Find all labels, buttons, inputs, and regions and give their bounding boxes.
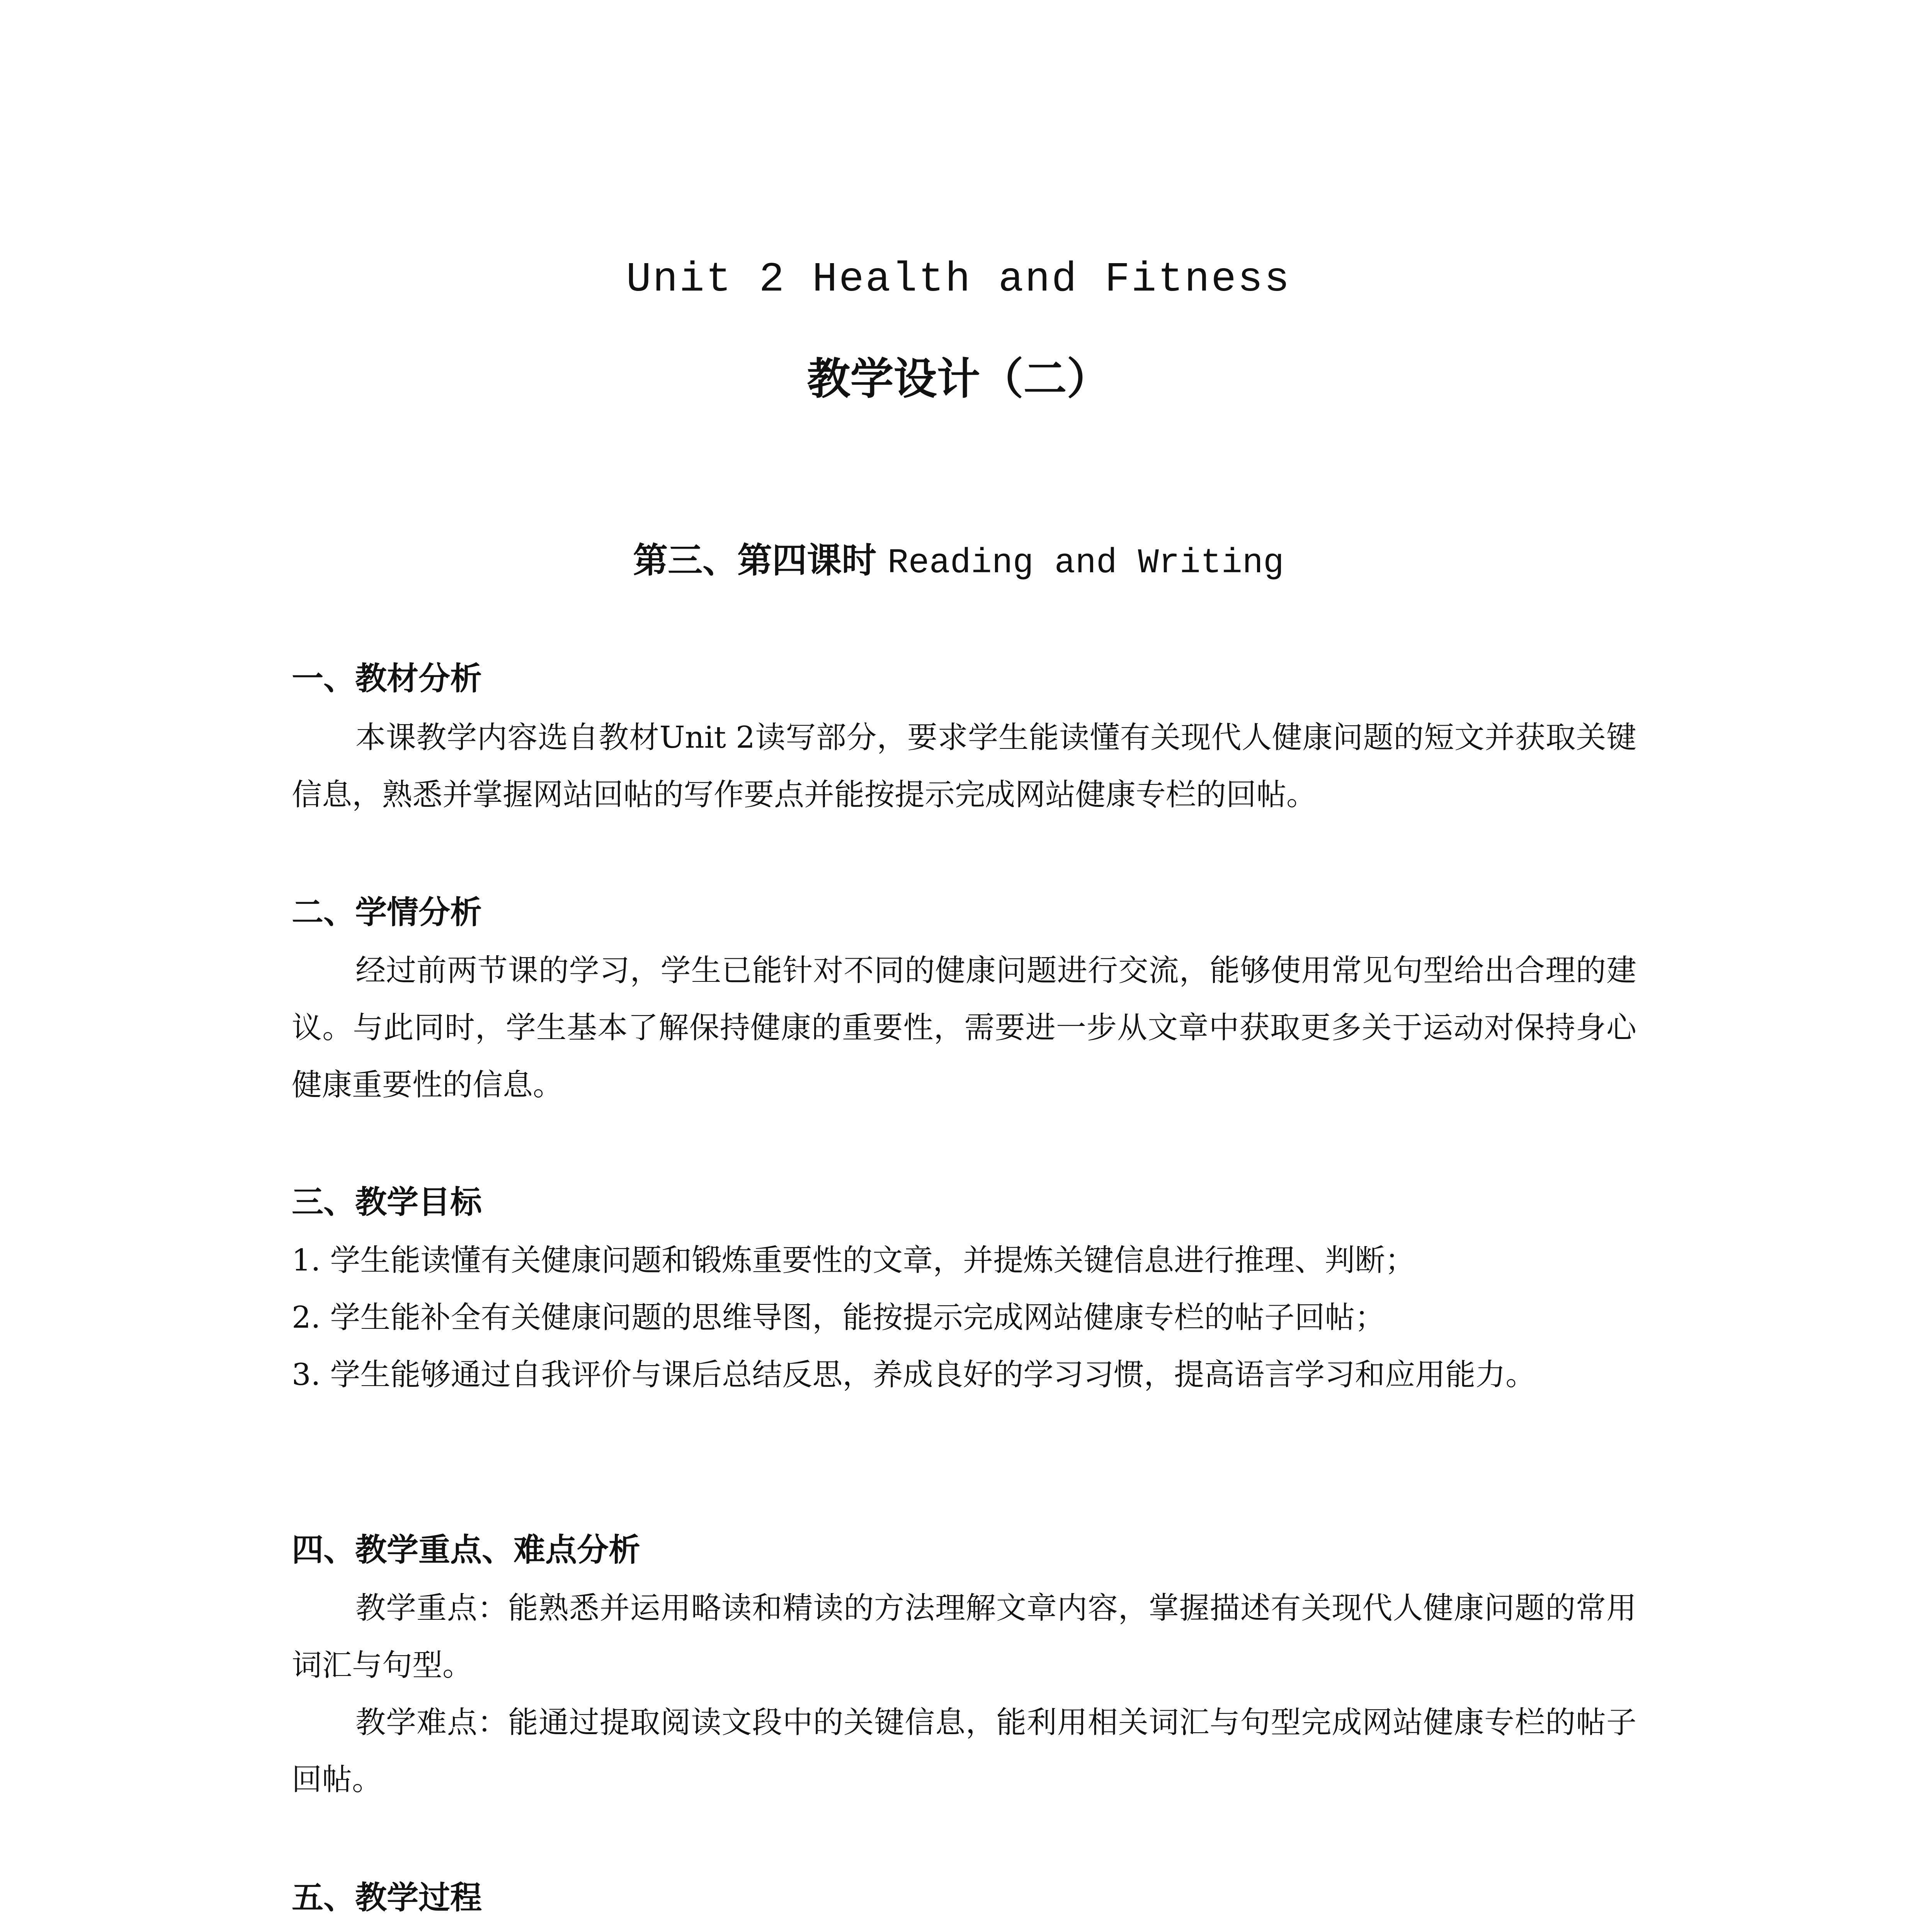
section-body-learners: 经过前两节课的学习，学生已能针对不同的健康问题进行交流，能够使用常见句型给出合理的建议。与此同时，学生基本了解保持健康的重要性，需要进一步从文章中获取更多关于运动对保持身心健康重要性的信息。	[292, 953, 1636, 1102]
section-heading-key-points: 四、教学重点、难点分析	[292, 1531, 641, 1568]
document-title-en: Unit 2 Health and Fitness	[626, 256, 1291, 303]
section-heading-process: 五、教学过程	[292, 1879, 482, 1916]
difficult-point-text: 教学难点：能通过提取阅读文段中的关键信息，能利用相关词汇与句型完成网站健康专栏的帖子回帖。	[292, 1705, 1636, 1797]
document-title-cn: 教学设计（二）	[807, 354, 1110, 404]
objective-item: 1. 学生能读懂有关健康问题和锻炼重要性的文章，并提炼关键信息进行推理、判断；	[292, 1243, 1415, 1278]
objective-item: 2. 学生能补全有关健康问题的思维导图，能按提示完成网站健康专栏的帖子回帖；	[292, 1300, 1385, 1335]
lesson-title-cn: 第三、第四课时	[633, 540, 877, 581]
section-heading-objectives: 三、教学目标	[292, 1184, 482, 1221]
section-heading-materials: 一、教材分析	[292, 660, 482, 697]
section-body-materials: 本课教学内容选自教材Unit 2读写部分，要求学生能读懂有关现代人健康问题的短文并获取关键信息，熟悉并掌握网站回帖的写作要点并能按提示完成网站健康专栏的回帖。	[292, 720, 1636, 812]
lesson-title-en: Reading and Writing	[887, 544, 1284, 583]
objective-item: 3. 学生能够通过自我评价与课后总结反思，养成良好的学习习惯，提高语言学习和应用能力。	[292, 1357, 1536, 1392]
key-point-text: 教学重点：能熟悉并运用略读和精读的方法理解文章内容，掌握描述有关现代人健康问题的常用词汇与句型。	[292, 1591, 1636, 1683]
section-heading-learners: 二、学情分析	[292, 894, 482, 931]
lesson-title	[0, 540, 1917, 583]
